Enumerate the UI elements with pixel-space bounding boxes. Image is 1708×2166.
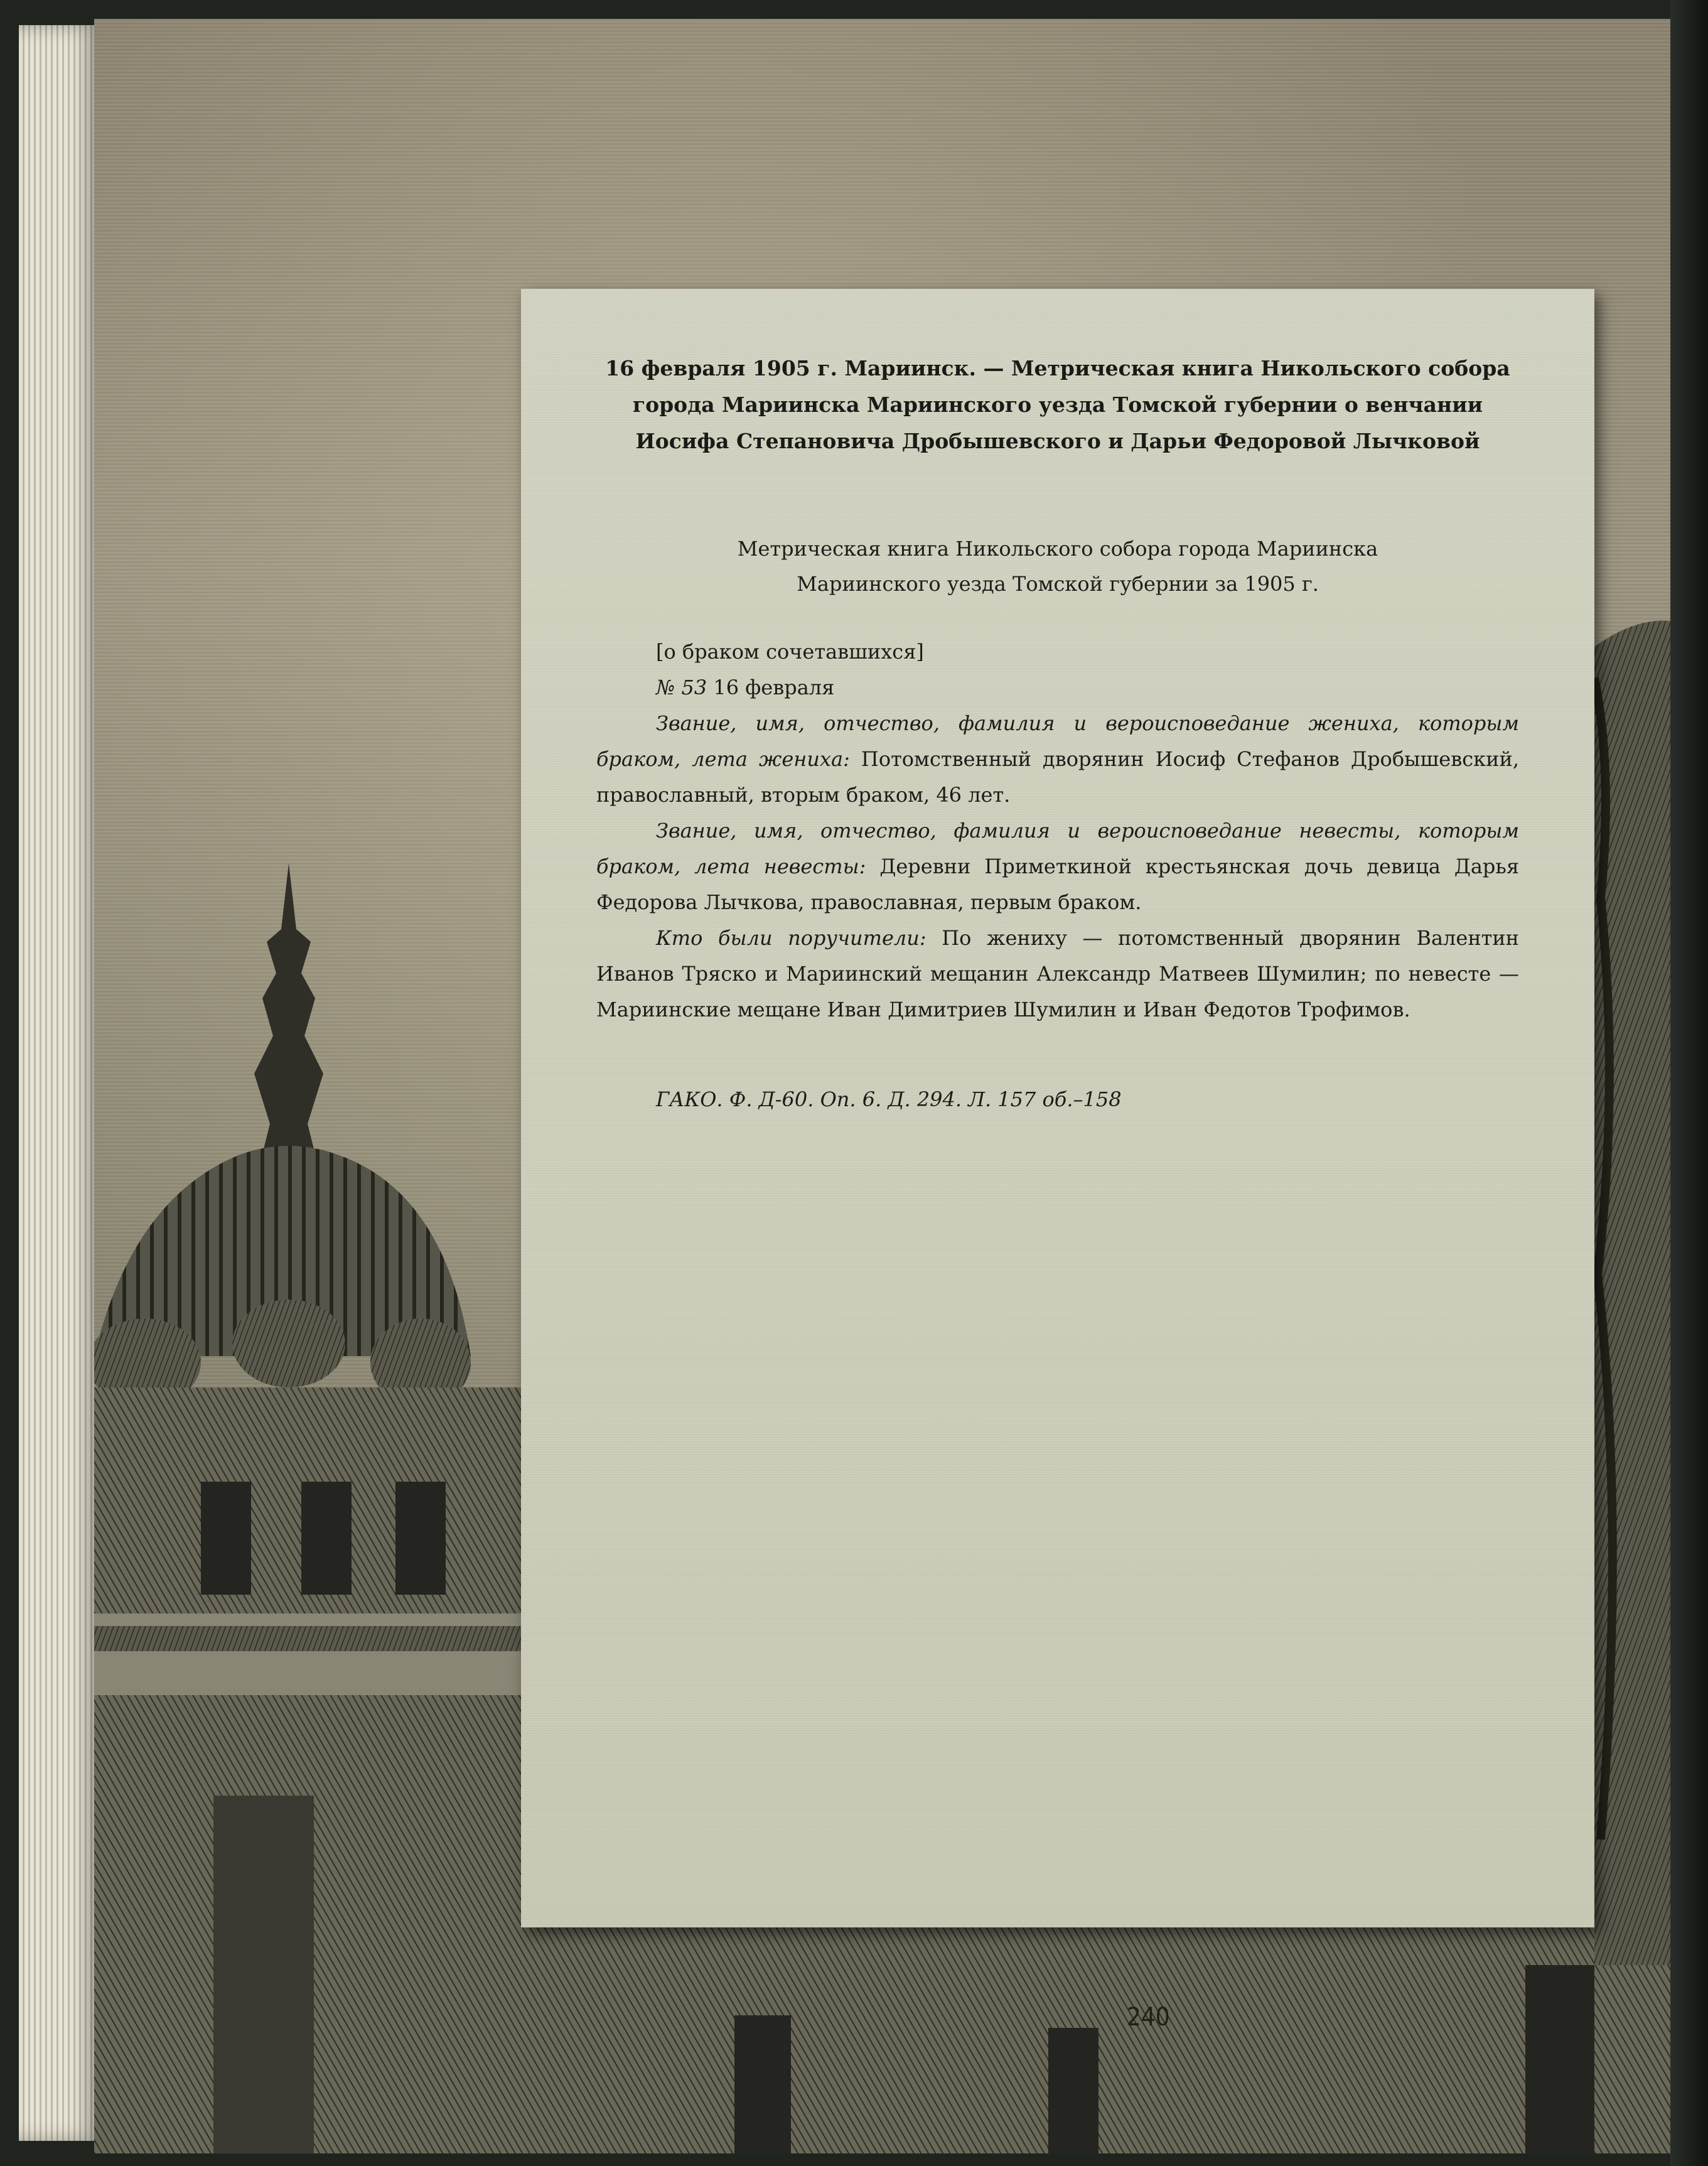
archive-source: ГАКО. Ф. Д-60. Оп. 6. Д. 294. Л. 157 об.–158 xyxy=(656,1087,1122,1111)
book-binding-edge xyxy=(1670,0,1708,2166)
book-page-edges xyxy=(19,25,100,2141)
document-sheet xyxy=(521,289,1594,1927)
document-body xyxy=(596,634,1519,1028)
arch-opening xyxy=(201,1482,251,1595)
witness-label: Кто были поручители: xyxy=(656,926,927,950)
arch-opening xyxy=(301,1482,352,1595)
entry-number: № 53 xyxy=(656,676,707,699)
book-page xyxy=(94,19,1676,2153)
doorway xyxy=(734,2015,791,2153)
subtitle-line: Метрическая книга Никольского собора города Мариинска xyxy=(737,537,1378,561)
spire-shape xyxy=(254,863,323,1161)
bride-text: Деревни Приметкиной крестьянская дочь девица Дарья Федорова Лычкова, православная, первым браком. xyxy=(596,854,1520,914)
doorway xyxy=(1525,1965,1594,2153)
doorway xyxy=(1048,2028,1098,2153)
door-arch xyxy=(213,1796,314,2153)
entry-date: 16 февраля xyxy=(713,676,835,699)
groom-paragraph xyxy=(596,706,1519,813)
witness-paragraph xyxy=(596,920,1519,1028)
groom-label: Звание, имя, отчество, фамилия и вероисповедание жениха, которым браком, лета жениха: xyxy=(596,711,1519,771)
groom-text: Потомственный дворянин Иосиф Стефанов Дробышевский, православный, вторым браком, 46 лет. xyxy=(596,747,1520,807)
arch-opening xyxy=(395,1482,446,1595)
witness-text: По жениху — потомственный дворянин Валентин Иванов Тряско и Мариинский мещанин Александр Матвеев Шумилин; по невесте — Мариинские мещане Иван Димитриев Шумилин и Иван Федотов Трофимов. xyxy=(596,926,1520,1021)
bride-label: Звание, имя, отчество, фамилия и вероисповедание невесты, которым браком, лета невесты: xyxy=(596,819,1519,878)
subtitle-line: Мариинского уезда Томской губернии за 1905 г. xyxy=(797,572,1319,596)
document-subtitle xyxy=(596,531,1519,601)
bride-paragraph xyxy=(596,813,1519,920)
cornice xyxy=(94,1614,521,1695)
section-label: [о браком сочетавшихся] xyxy=(656,640,924,664)
entry-header xyxy=(596,670,1519,706)
cornice-band xyxy=(94,1626,521,1651)
document-title: 16 февраля 1905 г. Мариинск. — Метрическая книга Никольского собора города Мариинска Мариинского уезда Томской губернии о венчании Иосифа Степановича Дробышевского и Дарьи Федоровой Лычковой xyxy=(605,356,1510,453)
page-number: 240 xyxy=(1127,2003,1170,2032)
small-dome xyxy=(232,1300,345,1387)
